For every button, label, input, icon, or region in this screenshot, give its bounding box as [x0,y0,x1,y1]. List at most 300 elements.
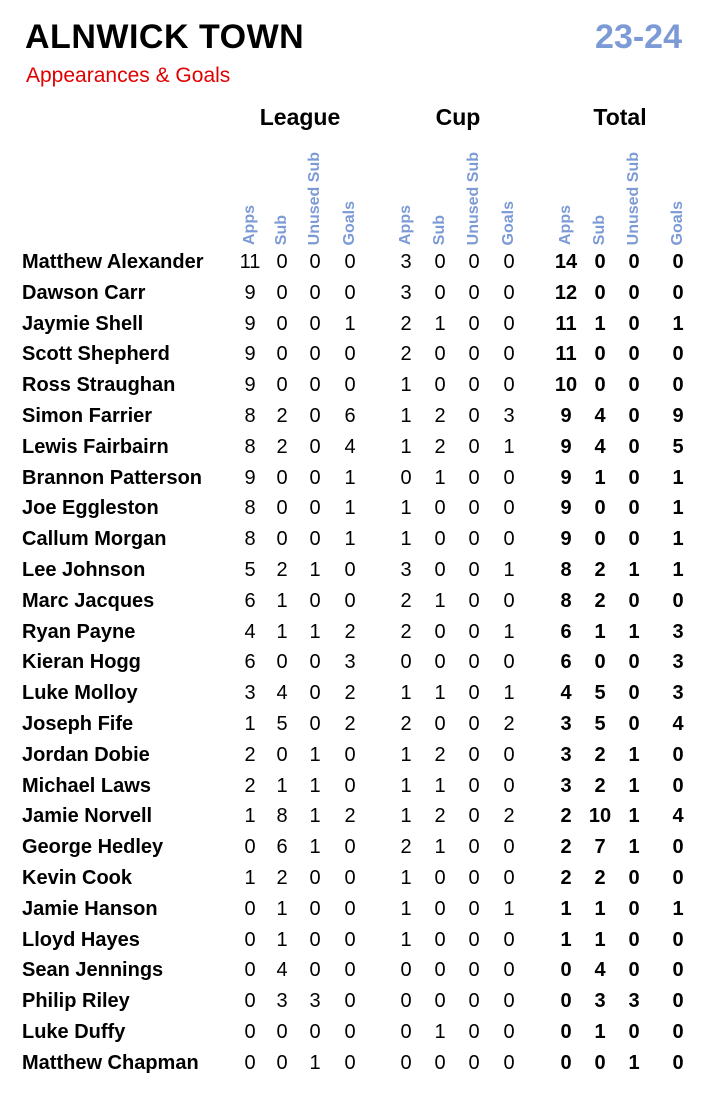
league-sub-cell: 0 [276,466,288,489]
player-name: George Hedley [22,836,164,859]
cup-goals-cell: 2 [503,805,515,828]
league-apps-cell: 0 [244,1021,256,1043]
total-unused-sub-cell: 1 [628,743,640,766]
player-name: Dawson Carr [22,281,146,304]
league-apps-cell: 9 [244,466,256,489]
player-name: Joseph Fife [22,713,134,735]
league-goals-cell: 4 [344,435,356,458]
league-goals-cell: 1 [344,497,356,520]
league-goals-cell: 0 [344,374,356,397]
column-header-label: Goals [500,200,517,245]
total-apps-cell: 14 [554,251,578,273]
league-apps-cell: 0 [244,836,256,859]
total-sub-cell: 0 [594,281,606,304]
cup-apps-cell: 3 [400,281,412,304]
cup-sub-cell: 2 [434,405,446,427]
total-sub-cell: 3 [594,990,606,1013]
league-sub-cell: 0 [276,281,288,304]
cup-sub-cell: 1 [434,589,446,612]
cup-sub-cell: 0 [434,897,446,920]
cup-unused-sub-cell: 0 [468,928,480,951]
total-unused-sub-cell: 0 [628,713,640,735]
cup-sub-cell: 1 [434,312,446,335]
cup-apps-cell: 1 [400,374,412,397]
cup-apps-cell: 1 [400,928,412,951]
cup-sub-cell: 0 [434,713,446,735]
league-unused-sub-cell: 0 [309,281,321,304]
total-sub-cell: 2 [594,559,606,581]
league-sub-cell: 4 [276,682,288,705]
page-subtitle: Appearances & Goals [26,64,231,87]
cup-goals-cell: 0 [503,528,515,551]
cup-apps-cell: 3 [400,251,412,273]
total-apps-cell: 9 [560,466,572,489]
cup-goals-cell: 0 [503,867,515,889]
cup-sub-cell: 0 [434,928,446,951]
cup-unused-sub-cell: 0 [468,959,480,982]
total-apps-cell: 3 [560,713,572,735]
total-unused-sub-cell: 0 [628,435,640,458]
total-sub-cell: 4 [594,405,606,427]
league-sub-cell: 0 [276,528,288,551]
league-apps-cell: 1 [244,713,256,735]
total-goals-cell: 1 [672,528,684,551]
total-goals-cell: 9 [672,405,684,427]
player-name: Kieran Hogg [22,651,141,674]
cup-goals-cell: 1 [503,620,515,643]
cup-goals-cell: 1 [503,897,515,920]
cup-apps-cell: 2 [400,620,412,643]
league-apps-cell: 9 [244,374,256,397]
player-name: Lewis Fairbairn [22,435,169,458]
cup-goals-cell: 0 [503,774,515,797]
table-row [0,771,710,802]
league-apps-cell: 3 [244,682,256,705]
cup-apps-cell: 2 [400,589,412,612]
league-goals-cell: 1 [344,466,356,489]
league-goals-cell: 2 [344,805,356,828]
total-apps-cell: 6 [560,651,572,674]
cup-unused-sub-cell: 0 [468,805,480,828]
league-sub-cell: 8 [276,805,288,828]
league-apps-cell: 4 [244,620,256,643]
cup-goals-cell: 0 [503,589,515,612]
league-sub-cell: 1 [276,897,288,920]
cup-apps-cell: 1 [400,435,412,458]
cup-sub-cell: 1 [434,774,446,797]
total-apps-cell: 0 [560,959,572,982]
total-unused-sub-cell: 0 [628,466,640,489]
player-name: Ryan Payne [22,620,136,643]
column-header-total-goals [662,140,694,245]
total-goals-cell: 3 [672,682,684,705]
cup-unused-sub-cell: 0 [468,713,480,735]
total-goals-cell: 4 [672,805,684,828]
total-goals-cell: 0 [672,959,684,982]
total-unused-sub-cell: 0 [628,897,640,920]
total-apps-cell: 3 [560,774,572,797]
total-apps-cell: 3 [560,743,572,766]
league-sub-cell: 0 [276,1021,288,1043]
cup-apps-cell: 1 [400,405,412,427]
cup-goals-cell: 0 [503,251,515,273]
column-header-label: Unused Sub [306,151,323,245]
total-apps-cell: 4 [560,682,572,705]
league-apps-cell: 8 [244,528,256,551]
league-unused-sub-cell: 0 [309,497,321,520]
cup-unused-sub-cell: 0 [468,836,480,859]
player-name: Lloyd Hayes [22,928,140,951]
total-goals-cell: 0 [672,990,684,1013]
league-goals-cell: 0 [344,251,356,273]
league-goals-cell: 0 [344,589,356,612]
cup-unused-sub-cell: 0 [468,1051,480,1074]
cup-apps-cell: 1 [400,743,412,766]
table-row [0,894,710,925]
cup-unused-sub-cell: 0 [468,682,480,705]
season-label: 23-24 [595,18,682,56]
column-header-label: Sub [431,214,448,245]
cup-apps-cell: 0 [400,990,412,1013]
total-unused-sub-cell: 0 [628,312,640,335]
league-unused-sub-cell: 1 [309,1051,321,1074]
total-unused-sub-cell: 0 [628,528,640,551]
total-sub-cell: 1 [594,620,606,643]
total-sub-cell: 0 [594,343,606,366]
cup-goals-cell: 0 [503,1021,515,1043]
cup-unused-sub-cell: 0 [468,620,480,643]
cup-sub-cell: 1 [434,836,446,859]
player-name: Luke Duffy [22,1021,126,1043]
total-unused-sub-cell: 1 [628,620,640,643]
player-name: Matthew Chapman [22,1051,199,1074]
table-row [0,278,710,309]
league-sub-cell: 4 [276,959,288,982]
total-apps-cell: 8 [560,589,572,612]
cup-apps-cell: 0 [400,1021,412,1043]
cup-apps-cell: 1 [400,682,412,705]
cup-unused-sub-cell: 0 [468,405,480,427]
total-apps-cell: 0 [560,1021,572,1043]
league-sub-cell: 1 [276,589,288,612]
cup-apps-cell: 1 [400,528,412,551]
total-apps-cell: 9 [560,528,572,551]
total-unused-sub-cell: 0 [628,251,640,273]
cup-unused-sub-cell: 0 [468,497,480,520]
cup-unused-sub-cell: 0 [468,312,480,335]
league-goals-cell: 0 [344,959,356,982]
total-unused-sub-cell: 0 [628,682,640,705]
table-row [0,586,710,617]
league-sub-cell: 0 [276,374,288,397]
cup-sub-cell: 2 [434,435,446,458]
league-apps-cell: 2 [244,774,256,797]
total-unused-sub-cell: 0 [628,374,640,397]
total-goals-cell: 1 [672,312,684,335]
player-name: Jamie Hanson [22,897,158,920]
league-sub-cell: 0 [276,651,288,674]
column-header-label: Goals [669,200,686,245]
table-row [0,832,710,863]
table-row [0,309,710,340]
table-row [0,1048,710,1079]
cup-sub-cell: 0 [434,374,446,397]
league-apps-cell: 0 [244,897,256,920]
league-goals-cell: 0 [344,836,356,859]
total-apps-cell: 9 [560,405,572,427]
cup-goals-cell: 1 [503,559,515,581]
league-apps-cell: 0 [244,928,256,951]
total-goals-cell: 0 [672,251,684,273]
league-sub-cell: 2 [276,867,288,889]
league-sub-cell: 0 [276,343,288,366]
cup-sub-cell: 0 [434,651,446,674]
cup-goals-cell: 0 [503,281,515,304]
table-row [0,463,710,494]
cup-unused-sub-cell: 0 [468,374,480,397]
league-goals-cell: 0 [344,343,356,366]
total-sub-cell: 2 [594,589,606,612]
league-unused-sub-cell: 0 [309,405,321,427]
cup-sub-cell: 2 [434,805,446,828]
cup-sub-cell: 0 [434,959,446,982]
table-row [0,955,710,986]
cup-apps-cell: 1 [400,497,412,520]
cup-unused-sub-cell: 0 [468,466,480,489]
cup-unused-sub-cell: 0 [468,559,480,581]
league-goals-cell: 3 [344,651,356,674]
cup-unused-sub-cell: 0 [468,435,480,458]
league-apps-cell: 9 [244,312,256,335]
league-apps-cell: 8 [244,497,256,520]
total-sub-cell: 1 [594,1021,606,1043]
total-unused-sub-cell: 0 [628,867,640,889]
total-unused-sub-cell: 1 [628,1051,640,1074]
league-goals-cell: 0 [344,928,356,951]
player-name: Philip Riley [22,990,130,1013]
total-goals-cell: 0 [672,743,684,766]
league-apps-cell: 9 [244,343,256,366]
cup-sub-cell: 0 [434,559,446,581]
cup-goals-cell: 2 [503,713,515,735]
cup-goals-cell: 0 [503,497,515,520]
player-name: Ross Straughan [22,374,176,397]
player-name: Luke Molloy [22,682,138,705]
league-unused-sub-cell: 0 [309,867,321,889]
cup-apps-cell: 3 [400,559,412,581]
total-goals-cell: 1 [672,897,684,920]
total-sub-cell: 1 [594,466,606,489]
cup-goals-cell: 0 [503,466,515,489]
cup-unused-sub-cell: 0 [468,897,480,920]
table-row [0,740,710,771]
cup-sub-cell: 2 [434,743,446,766]
player-name: Simon Farrier [22,405,153,427]
total-goals-cell: 5 [672,435,684,458]
table-row [0,524,710,555]
cup-sub-cell: 0 [434,343,446,366]
cup-apps-cell: 1 [400,805,412,828]
league-goals-cell: 0 [344,1021,356,1043]
table-row [0,709,710,740]
table-row [0,801,710,832]
column-header-cup-sub [424,140,456,245]
table-row [0,339,710,370]
cup-sub-cell: 0 [434,990,446,1013]
league-goals-cell: 0 [344,281,356,304]
total-sub-cell: 1 [594,897,606,920]
group-header-league: League [259,104,341,130]
cup-apps-cell: 2 [400,343,412,366]
league-goals-cell: 2 [344,620,356,643]
total-sub-cell: 0 [594,251,606,273]
total-goals-cell: 0 [672,928,684,951]
table-row [0,493,710,524]
cup-goals-cell: 1 [503,435,515,458]
league-goals-cell: 0 [344,867,356,889]
column-header-total-unused-sub [618,140,650,245]
league-unused-sub-cell: 0 [309,435,321,458]
cup-sub-cell: 1 [434,1021,446,1043]
total-apps-cell: 6 [560,620,572,643]
column-header-label: Goals [341,200,358,245]
league-sub-cell: 6 [276,836,288,859]
total-goals-cell: 3 [672,651,684,674]
cup-sub-cell: 0 [434,867,446,889]
table-row [0,925,710,956]
total-goals-cell: 0 [672,343,684,366]
league-unused-sub-cell: 0 [309,466,321,489]
total-goals-cell: 0 [672,374,684,397]
total-unused-sub-cell: 3 [628,990,640,1013]
column-header-label: Apps [241,205,258,245]
cup-unused-sub-cell: 0 [468,743,480,766]
table-row [0,247,710,278]
column-header-cup-unused-sub [458,140,490,245]
table-row [0,370,710,401]
cup-goals-cell: 0 [503,312,515,335]
total-apps-cell: 11 [555,312,577,335]
total-apps-cell: 1 [560,928,572,951]
cup-apps-cell: 1 [400,867,412,889]
league-goals-cell: 1 [344,312,356,335]
cup-unused-sub-cell: 0 [468,651,480,674]
league-goals-cell: 0 [344,743,356,766]
cup-sub-cell: 1 [434,466,446,489]
cup-sub-cell: 0 [434,251,446,273]
table-row [0,432,710,463]
league-unused-sub-cell: 0 [309,251,321,273]
league-unused-sub-cell: 0 [309,312,321,335]
cup-apps-cell: 1 [400,774,412,797]
cup-unused-sub-cell: 0 [468,867,480,889]
cup-goals-cell: 3 [503,405,515,427]
total-sub-cell: 0 [594,374,606,397]
league-unused-sub-cell: 1 [309,620,321,643]
cup-goals-cell: 1 [503,682,515,705]
total-sub-cell: 1 [594,928,606,951]
total-apps-cell: 2 [560,867,572,889]
total-sub-cell: 5 [594,682,606,705]
league-unused-sub-cell: 1 [309,774,321,797]
column-header-label: Apps [397,205,414,245]
league-sub-cell: 2 [276,405,288,427]
league-unused-sub-cell: 1 [309,805,321,828]
league-sub-cell: 0 [276,312,288,335]
league-unused-sub-cell: 0 [309,343,321,366]
total-goals-cell: 1 [672,466,684,489]
total-goals-cell: 0 [672,1051,684,1074]
column-header-league-sub [266,140,298,245]
total-apps-cell: 9 [560,435,572,458]
total-unused-sub-cell: 0 [628,343,640,366]
league-unused-sub-cell: 0 [309,374,321,397]
total-goals-cell: 0 [672,1021,684,1043]
cup-apps-cell: 2 [400,312,412,335]
total-sub-cell: 10 [588,805,612,828]
league-goals-cell: 0 [344,1051,356,1074]
total-goals-cell: 0 [672,774,684,797]
column-header-label: Unused Sub [465,151,482,245]
league-unused-sub-cell: 1 [309,743,321,766]
cup-apps-cell: 0 [400,466,412,489]
cup-apps-cell: 2 [400,836,412,859]
table-row [0,617,710,648]
total-goals-cell: 0 [672,867,684,889]
league-sub-cell: 1 [276,620,288,643]
total-unused-sub-cell: 1 [628,559,640,581]
total-apps-cell: 1 [560,897,572,920]
total-goals-cell: 1 [672,497,684,520]
column-header-label: Sub [591,214,608,245]
total-unused-sub-cell: 0 [628,405,640,427]
league-apps-cell: 6 [244,589,256,612]
cup-apps-cell: 2 [400,713,412,735]
total-apps-cell: 12 [554,281,578,304]
league-unused-sub-cell: 0 [309,959,321,982]
total-sub-cell: 4 [594,435,606,458]
cup-goals-cell: 0 [503,1051,515,1074]
league-unused-sub-cell: 1 [309,559,321,581]
total-sub-cell: 5 [594,713,606,735]
total-sub-cell: 2 [594,743,606,766]
group-header-total: Total [593,104,647,130]
league-sub-cell: 0 [276,743,288,766]
table-row [0,1017,710,1048]
cup-apps-cell: 1 [400,897,412,920]
league-apps-cell: 8 [244,435,256,458]
total-sub-cell: 2 [594,867,606,889]
league-apps-cell: 0 [244,1051,256,1074]
column-header-cup-apps [390,140,422,245]
league-unused-sub-cell: 0 [309,682,321,705]
column-header-total-sub [584,140,616,245]
player-name: Scott Shepherd [22,343,170,366]
league-apps-cell: 0 [244,959,256,982]
table-row [0,647,710,678]
player-name: Lee Johnson [22,559,146,581]
total-apps-cell: 9 [560,497,572,520]
column-header-label: Unused Sub [625,151,642,245]
player-name: Kevin Cook [22,867,133,889]
league-apps-cell: 8 [244,405,256,427]
total-unused-sub-cell: 0 [628,589,640,612]
cup-unused-sub-cell: 0 [468,528,480,551]
cup-apps-cell: 0 [400,959,412,982]
column-header-cup-goals [493,140,525,245]
table-row [0,678,710,709]
cup-goals-cell: 0 [503,343,515,366]
